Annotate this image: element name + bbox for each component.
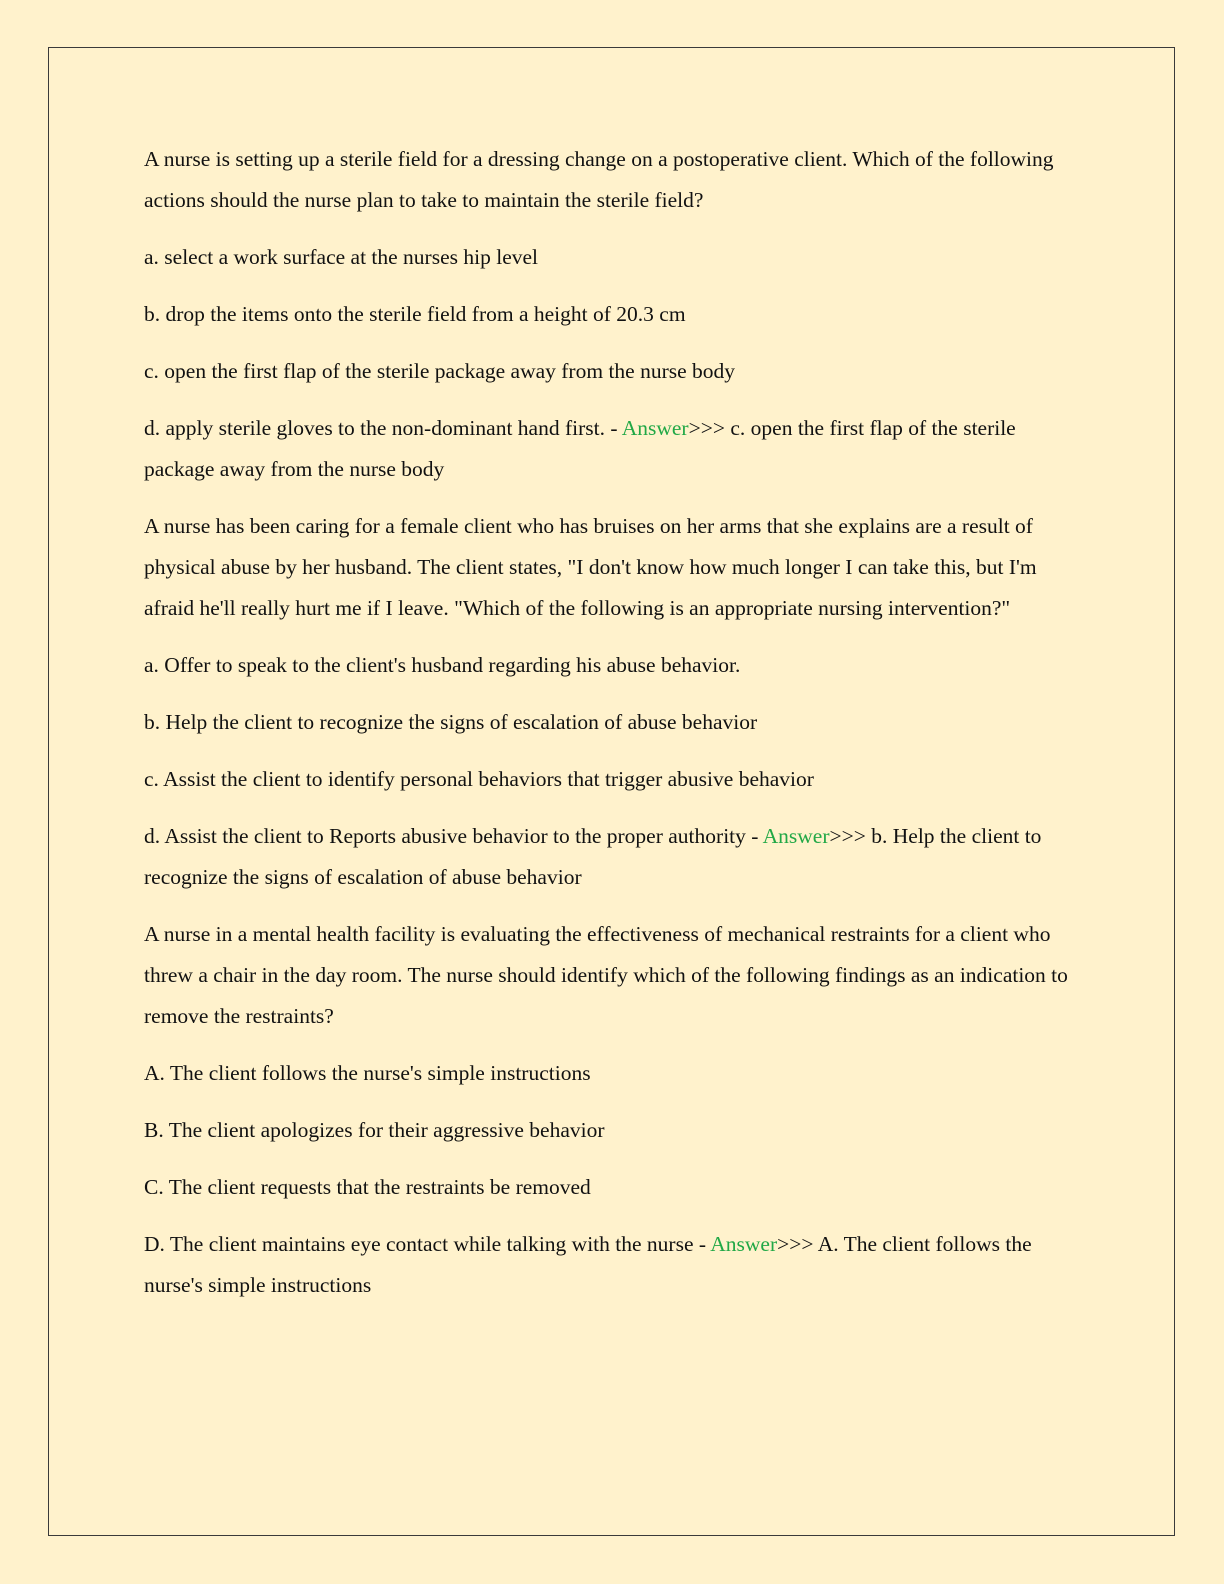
question-3-option-b: B. The client apologizes for their aggressive behavior [144,1118,605,1142]
question-3-stem: A nurse in a mental health facility is evaluating the effectiveness of mechanical restraints for a client who threw a chair in the day room. The nurse should identify which of the following findings as an indication to remove the restraints? [144,922,1068,1028]
question-2-answer: b. Help the client to recognize the signs of escalation of abuse behavior [144,824,1042,889]
question-3-answer: A. The client follows the nurse's simple instructions [144,1232,1032,1297]
question-1-option-b: b. drop the items onto the sterile field from a height of 20.3 cm [144,302,686,326]
question-1-option-a: a. select a work surface at the nurses hip level [144,245,539,269]
question-2-stem: A nurse has been caring for a female client who has bruises on her arms that she explains are a result of physical abuse by her husband. The client states, "I don't know how much longer I can take this, but I'm afraid he'll really hurt me if I leave. "Which of the following is an appropriate nursing intervention?" [144,514,1037,620]
answer-arrows: >>> [829,824,866,848]
answer-arrows: >>> [688,416,725,440]
question-2-option-d-with-answer [144,816,1074,898]
answer-label: Answer [762,824,830,848]
answer-label: Answer [710,1232,778,1256]
question-2-option-a: a. Offer to speak to the client's husband regarding his abuse behavior. [144,653,741,677]
question-3-option-a: A. The client follows the nurse's simple instructions [144,1061,591,1085]
answer-label: Answer [621,416,689,440]
question-1-answer: c. open the first flap of the sterile package away from the nurse body [144,416,1016,481]
answer-arrows: >>> [777,1232,814,1256]
document-content [144,139,1074,1322]
question-2-option-b: b. Help the client to recognize the signs of escalation of abuse behavior [144,710,758,734]
question-1-option-c: c. open the first flap of the sterile package away from the nurse body [144,359,736,383]
question-2-option-c: c. Assist the client to identify personal behaviors that trigger abusive behavior [144,767,814,791]
answer-separator: - [604,416,622,440]
answer-separator: - [745,824,763,848]
answer-separator: - [693,1232,711,1256]
question-3-option-d-with-answer [144,1224,1074,1306]
question-3-option-c: C. The client requests that the restraints be removed [144,1175,591,1199]
question-3-option-d: D. The client maintains eye contact while talking with the nurse [144,1232,694,1256]
question-1-option-d-with-answer [144,408,1074,490]
question-2-option-d: d. Assist the client to Reports abusive behavior to the proper authority [144,824,746,848]
question-1-option-d: d. apply sterile gloves to the non-dominant hand first. [144,416,605,440]
question-1-stem: A nurse is setting up a sterile field for a dressing change on a postoperative client. Which of the following actions should the nurse plan to take to maintain the sterile field? [144,147,1054,212]
